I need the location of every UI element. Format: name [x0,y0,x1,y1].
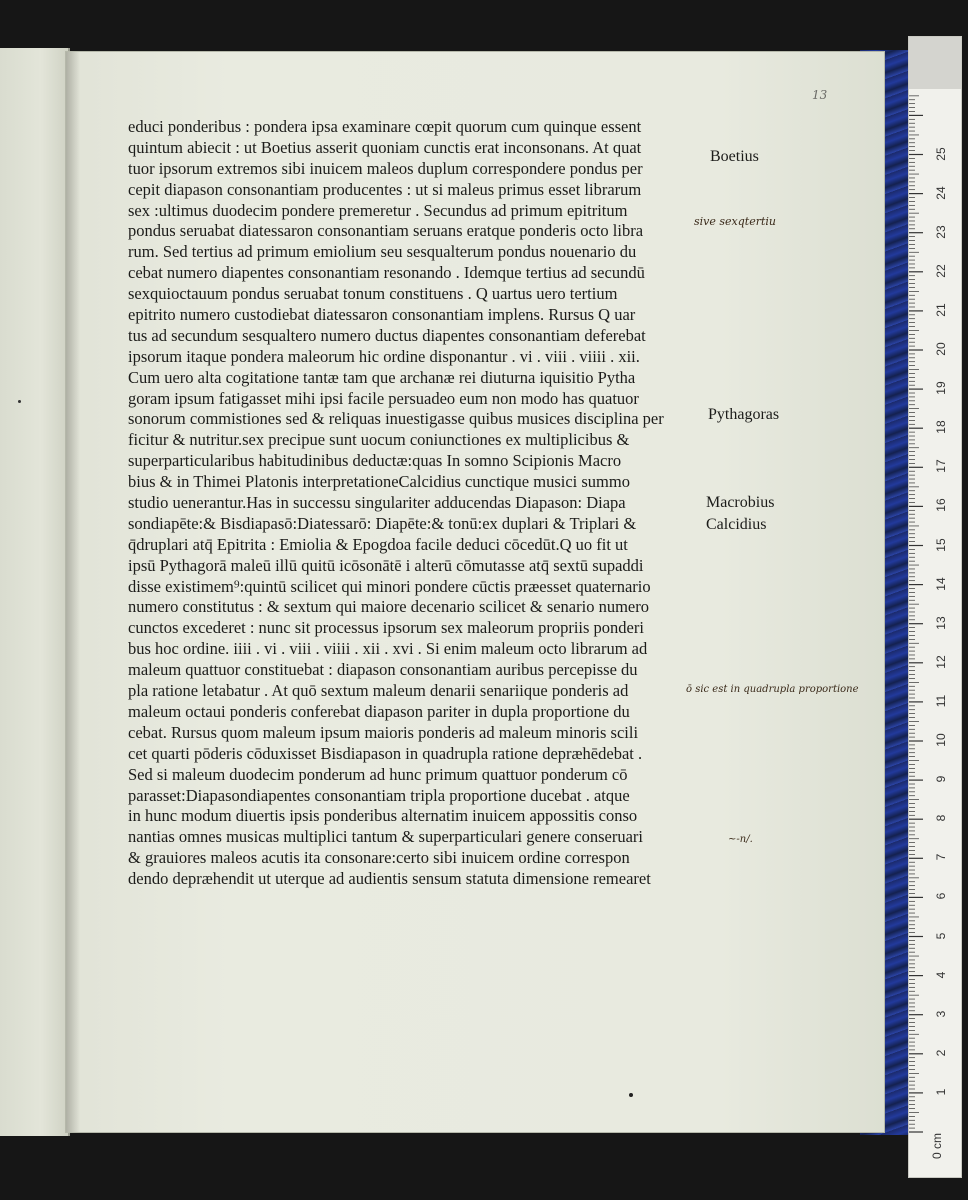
text-line: in hunc modum diuertis ipsis ponderibus alternatim inuicem appossitis conso [128,806,638,826]
text-line: quintum abiecit : ut Boetius asserit quoniam cunctis erat inconsonans. At quat [128,137,642,157]
text-line: bus hoc ordine. iiii . vi . viii . viiii . xii . xvi . Si enim maleum octo librarum ad [128,639,648,659]
handwritten-annotation: ~-n/. [728,834,753,845]
left-page [0,48,70,1136]
ruler-label: 2 [934,1049,948,1057]
body-text [128,117,688,890]
text-line: cebat numero diapentes consonantiam resonando . Idemque tertius ad secundū [128,263,645,283]
text-line: ficitur & nutritur.sex precipue sunt uocum coniunctiones ex multiplicibus & [128,430,630,450]
text-line: sex :ultimus duodecim pondere premeretur . Secundus ad primum epitritum [128,200,628,220]
ruler-label: 15 [934,537,948,552]
text-line: bius & in Thimei Platonis interpretationeCalcidius cunctique musici summo [128,472,630,492]
handwritten-annotation: sive sexqtertiu [694,215,776,228]
text-line: cepit diapason consonantiam producentes : ut si maleus primus esset librarum [128,179,642,199]
text-line: sondiapēte:& Bisdiapasō:Diatessarō: Diapēte:& tonū:ex duplari & Triplari & [128,513,637,533]
text-line: sexquioctauum pondus seruabat tonum constituens . Q uartus uero tertium [128,284,618,304]
text-line: ipsorum itaque pondera maleorum hic ordine disponantur . vi . viii . viiii . xii. [128,346,640,366]
text-line: numero constitutus : & sextum qui maiore decenario scilicet & senario numero [128,597,649,617]
text-line: rum. Sed tertius ad primum emiolium seu sesqualterum pondus nouenario du [128,242,637,262]
text-line: nantias omnes musicas multiplici tantum & superparticulari genere conseruari [128,827,644,847]
ruler-label: 24 [934,185,948,200]
text-line: epitrito numero custodiebat diatessaron consonantiam implens. Rursus Q uar [128,305,636,325]
text-line: q̄druplari atq̄ Epitrita : Emiolia & Epogdoa facile deduci cōcedūt.Q uo fit ut [128,534,628,554]
text-line: educi ponderibus : pondera ipsa examinare cœpit quorum cum quinque essent [128,117,642,136]
folio-number: 13 [812,88,828,102]
ruler-label: 3 [934,1010,948,1018]
ruler-label: 12 [934,655,948,669]
text-line: tus ad secundum sesqualtero numero ductus diapentes consonantiam deferebat [128,325,646,345]
text-line: cet quarti pōderis cōduxisset Bisdiapason in quadrupla ratione depræhēdebat . [128,743,643,763]
handwritten-annotation: ō sic est in quadrupla proportione [686,684,859,695]
text-line: ipsū Pythagorā maleū illū quitū icōsonātē i alterū cōmutasse atq̄ sextū supaddi [128,555,644,575]
ruler-label: 8 [934,814,948,822]
ruler-label: 4 [934,971,948,978]
text-line: studio uenerantur.Has in successu singulariter adducendas Diapason: Diapa [128,493,626,513]
text-line: superparticularibus habitudinibus deductæ:quas In somno Scipionis Macro [128,451,622,471]
margin-note-macrobius: Macrobius [706,494,775,511]
ruler-label: 16 [934,498,948,513]
text-line: disse existimem⁹:quintū scilicet qui minori pondere cūctis præesset quaternario [128,576,651,596]
ruler-label: 7 [934,853,948,861]
ruler-label: 0 cm [930,1133,944,1160]
ink-dot [18,400,21,403]
text-line: maleum octaui ponderis conferebat diapason pariter in dupla proportione du [128,701,630,721]
text-line: & grauiores maleos acutis ita consonare:certo sibi inuicem ordine correspon [128,848,630,868]
ruler-label: 9 [934,775,948,783]
ruler-label: 14 [934,576,948,591]
text-line: parasset:Diapasondiapentes consonantiam tripla proportione ducebat . atque [128,785,630,805]
text-line: tuor ipsorum extremos sibi inuicem maleos duplum correspondere pondus per [128,158,643,178]
text-line: pla ratione letabatur . At quō sextum maleum denarii senariique ponderis ad [128,681,629,701]
ruler-label: 18 [934,420,948,434]
ruler-label: 10 [934,733,948,747]
ruler-label: 1 [934,1088,948,1096]
text-line: maleum quattuor constituebat : diapason consonantiam auribus percepisse du [128,660,638,680]
text-line: pondus seruabat diatessaron consonantiam seruans eratque ponderis octo libra [128,221,644,241]
ruler-label: 20 [934,342,948,356]
ruler-label: 23 [934,225,948,239]
margin-note-calcidius: Calcidius [706,516,767,533]
measuring-ruler [908,36,962,1178]
ruler-label: 17 [934,459,948,473]
ruler-label: 6 [934,893,948,900]
gutter-shadow [66,52,80,1132]
ruler-label: 21 [934,303,948,317]
text-line: dendo depræhendit ut uterque ad audientis sensum statuta dimensione remearet [128,869,651,889]
text-line: cebat. Rursus quom maleum ipsum maioris ponderis ad maleum minoris scili [128,722,639,742]
ruler-label: 11 [934,694,948,708]
text-line: sonorum commistiones sed & reliquas inuestigasse quibus musices disciplina per [128,409,664,429]
ruler-label: 13 [934,616,948,630]
text-line: Sed si maleum duodecim ponderum ad hunc primum quattuor ponderum cō [128,764,628,784]
margin-note-boetius: Boetius [710,148,759,165]
ruler-label: 22 [934,264,948,278]
text-line: goram ipsum fatigasset mihi ipsi facile persuadeo eum non modo has quatuor [128,388,639,408]
ruler-label: 19 [934,381,948,395]
margin-note-pythagoras: Pythagoras [708,406,780,423]
ruler-label: 5 [934,932,948,939]
ruler-label: 25 [934,146,948,161]
text-line: cunctos excederet : nunc sit processus ipsorum sex maleorum propriis ponderi [128,618,644,638]
text-line: Cum uero alta cogitatione tantæ tam que archanæ rei diuturna iquisitio Pytha [128,367,636,387]
ink-dot [629,1093,633,1097]
